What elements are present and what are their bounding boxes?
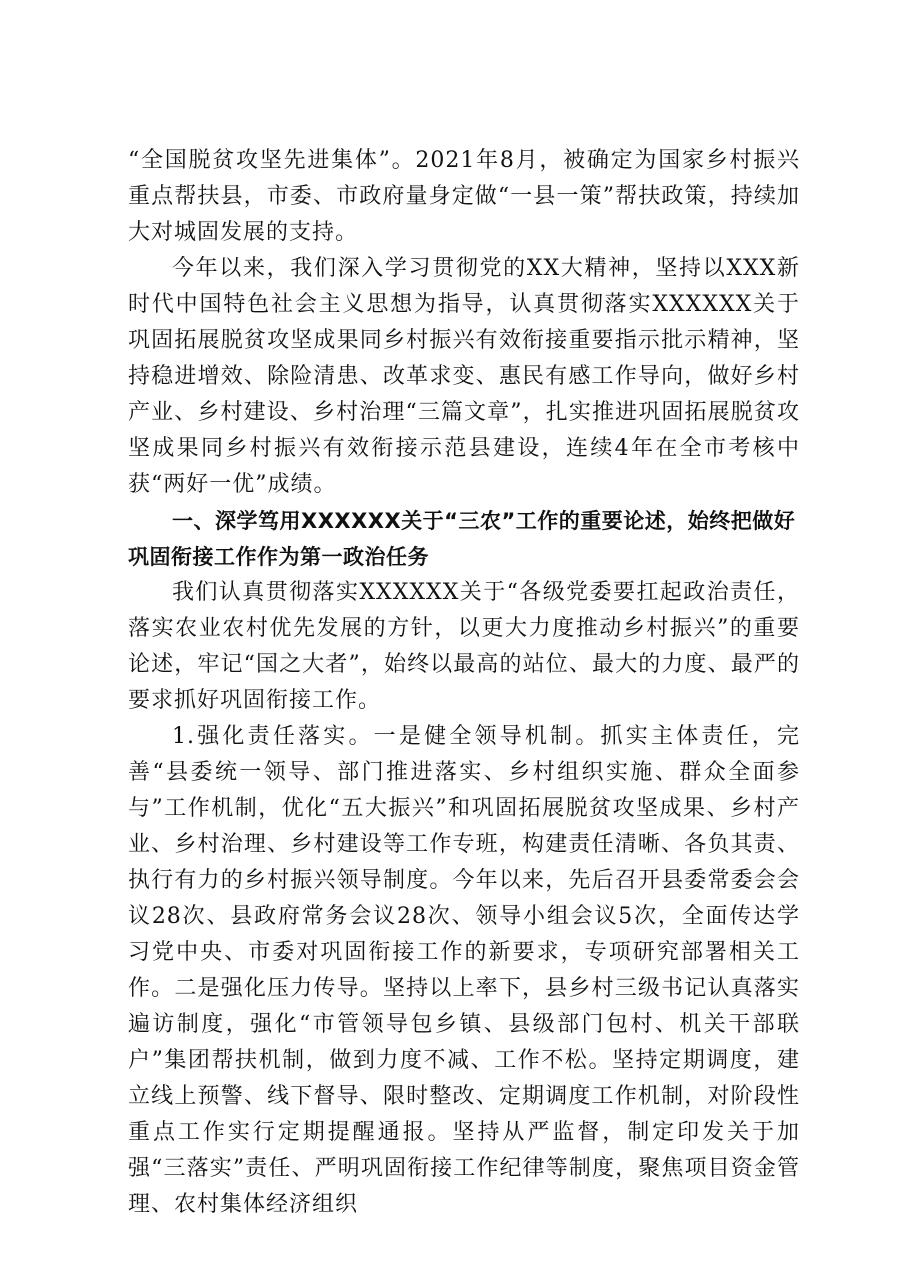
paragraph-responsibility: 1.强化责任落实。一是健全领导机制。抓实主体责任，完善“县委统一领导、部门推进落实、乡村组织实施、群众全面参与”工作机制，优化“五大振兴”和巩固拓展脱贫攻坚成果、乡村产业、乡村治理、乡村建设等工作专班，构建责任清晰、各负其责、执行有力的乡村振兴领导制度。今年以来，先后召开县委常委会会议28次、县政府常务会议28次、领导小组会议5次，全面传达学习党中央、市委对巩固衔接工作的新要求，专项研究部署相关工作。二是强化压力传导。坚持以上率下，县乡村三级书记认真落实遍访制度，强化“市管领导包乡镇、县级部门包村、机关干部联户”集团帮扶机制，做到力度不减、工作不松。坚持定期调度，建立线上预警、线下督导、限时整改、定期调度工作机制，对阶段性重点工作实行定期提醒通报。坚持从严监督，制定印发关于加强“三落实”责任、严明巩固衔接工作纪律等制度，聚焦项目资金管理、农村集体经济组织 <box>128 724 800 1217</box>
section-heading: 一、深学笃用XXXXXX关于“三农”工作的重要论述，始终把做好巩固衔接工作作为第一政治任务 <box>128 509 796 569</box>
paragraph-continuation: “全国脱贫攻坚先进集体”。2021年8月，被确定为国家乡村振兴重点帮扶县，市委、市政府量身定做“一县一策”帮扶政策，持续加大对城固发展的支持。 <box>128 148 800 245</box>
paragraph-overview: 今年以来，我们深入学习贯彻党的XX大精神，坚持以XXX新时代中国特色社会主义思想为指导，认真贯彻落实XXXXXX关于巩固拓展脱贫攻坚成果同乡村振兴有效衔接重要指示批示精神，坚持稳进增效、除险清患、改革求变、惠民有感工作导向，做好乡村产业、乡村建设、乡村治理“三篇文章”，扎实推进巩固拓展脱贫攻坚成果同乡村振兴有效衔接示范县建设，连续4年在全市考核中获“两好一优”成绩。 <box>128 256 800 497</box>
paragraph-section-intro: 我们认真贯彻落实XXXXXX关于“各级党委要扛起政治责任，落实农业农村优先发展的方针，以更大力度推动乡村振兴”的重要论述，牢记“国之大者”，始终以最高的站位、最大的力度、最严的要求抓好巩固衔接工作。 <box>128 580 800 713</box>
document-page <box>128 143 800 1223</box>
